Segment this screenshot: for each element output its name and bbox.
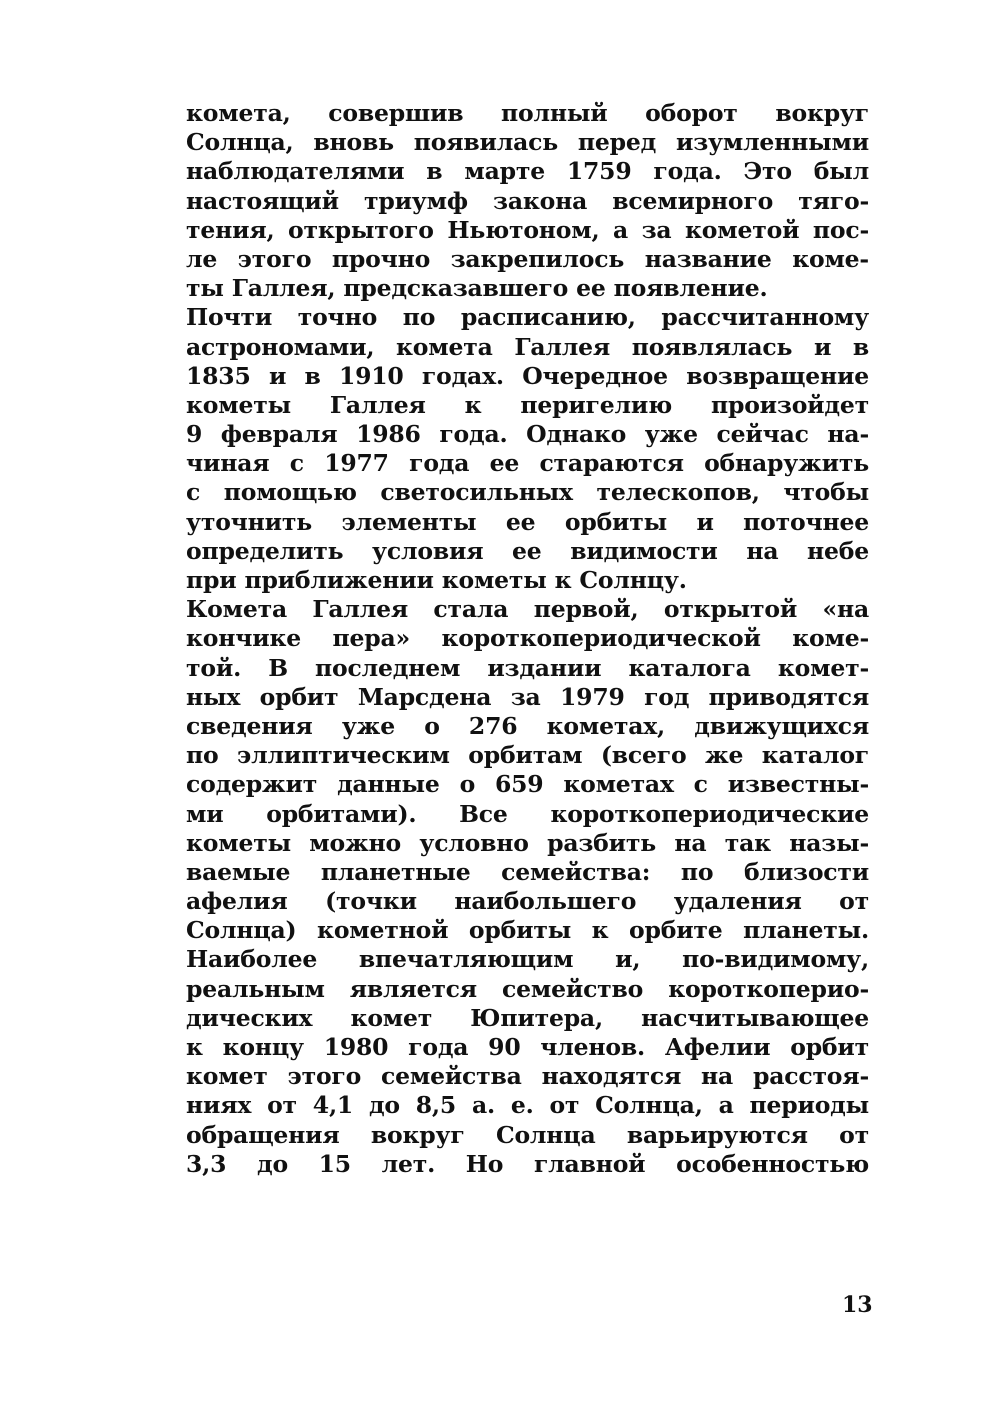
text-line: ниях от 4,1 до 8,5 а. е. от Солнца, а периоды bbox=[186, 1091, 869, 1120]
text-line: Комета Галлея стала первой, открытой «на bbox=[186, 595, 869, 624]
text-line: ваемые планетные семейства: по близости bbox=[186, 857, 869, 886]
text-line: к концу 1980 года 90 членов. Афелии орбит bbox=[186, 1033, 869, 1061]
text-line: афелия (точки наибольшего удаления от bbox=[186, 887, 869, 916]
text-line: тения, открытого Ньютоном, а за кометой пос- bbox=[186, 215, 869, 244]
text-line: Солнца, вновь появилась перед изумленными bbox=[186, 128, 869, 157]
text-line: ми орбитами). Все короткопериодические bbox=[186, 799, 869, 828]
text-line: ле этого прочно закрепилось название коме- bbox=[186, 244, 869, 273]
text-line: той. В последнем издании каталога комет- bbox=[186, 653, 869, 682]
paragraph-end-line: при приближении кометы к Солнцу. bbox=[186, 566, 687, 594]
text-line: Почти точно по расписанию, рассчитанному bbox=[186, 303, 869, 332]
text-line: наблюдателями в марте 1759 года. Это был bbox=[186, 157, 869, 186]
text-line: кометы можно условно разбить на так назы- bbox=[186, 828, 869, 857]
text-line: 9 февраля 1986 года. Однако уже сейчас на- bbox=[186, 420, 869, 449]
text-line: комет этого семейства находятся на расстоя- bbox=[186, 1062, 869, 1091]
text-line: кончике пера» короткопериодической коме- bbox=[186, 624, 869, 653]
text-line: кометы Галлея к перигелию произойдет bbox=[186, 390, 869, 419]
text-line: уточнить элементы ее орбиты и поточнее bbox=[186, 507, 869, 536]
body-text bbox=[186, 99, 869, 1179]
text-line: Солнца) кометной орбиты к орбите планеты. bbox=[186, 916, 869, 945]
text-line: дических комет Юпитера, насчитывающее bbox=[186, 1003, 869, 1032]
text-line: обращения вокруг Солнца варьируются от bbox=[186, 1120, 869, 1149]
text-line: определить условия ее видимости на небе bbox=[186, 536, 869, 565]
text-line: по эллиптическим орбитам (всего же каталог bbox=[186, 741, 869, 770]
text-line: сведения уже о 276 кометах, движущихся bbox=[186, 711, 869, 740]
paragraph-end-line: ты Галлея, предсказавшего ее появление. bbox=[186, 274, 768, 303]
page-number: 13 bbox=[842, 1292, 873, 1318]
text-line: настоящий триумф закона всемирного тяго- bbox=[186, 186, 869, 215]
text-line: комета, совершив полный оборот вокруг bbox=[186, 99, 869, 127]
text-line: астрономами, комета Галлея появлялась и в bbox=[186, 332, 869, 361]
text-line: Наиболее впечатляющим и, по-видимому, bbox=[186, 945, 869, 974]
text-line: ных орбит Марсдена за 1979 год приводятся bbox=[186, 682, 869, 711]
text-line: с помощью светосильных телескопов, чтобы bbox=[186, 478, 869, 507]
text-line: чиная с 1977 года ее стараются обнаружить bbox=[186, 449, 869, 478]
text-line: реальным является семейство короткоперио- bbox=[186, 974, 869, 1003]
text-line: содержит данные о 659 кометах с известны- bbox=[186, 770, 869, 799]
text-line: 1835 и в 1910 годах. Очередное возвращение bbox=[186, 361, 869, 390]
text-line: 3,3 до 15 лет. Но главной особенностью bbox=[186, 1149, 869, 1178]
